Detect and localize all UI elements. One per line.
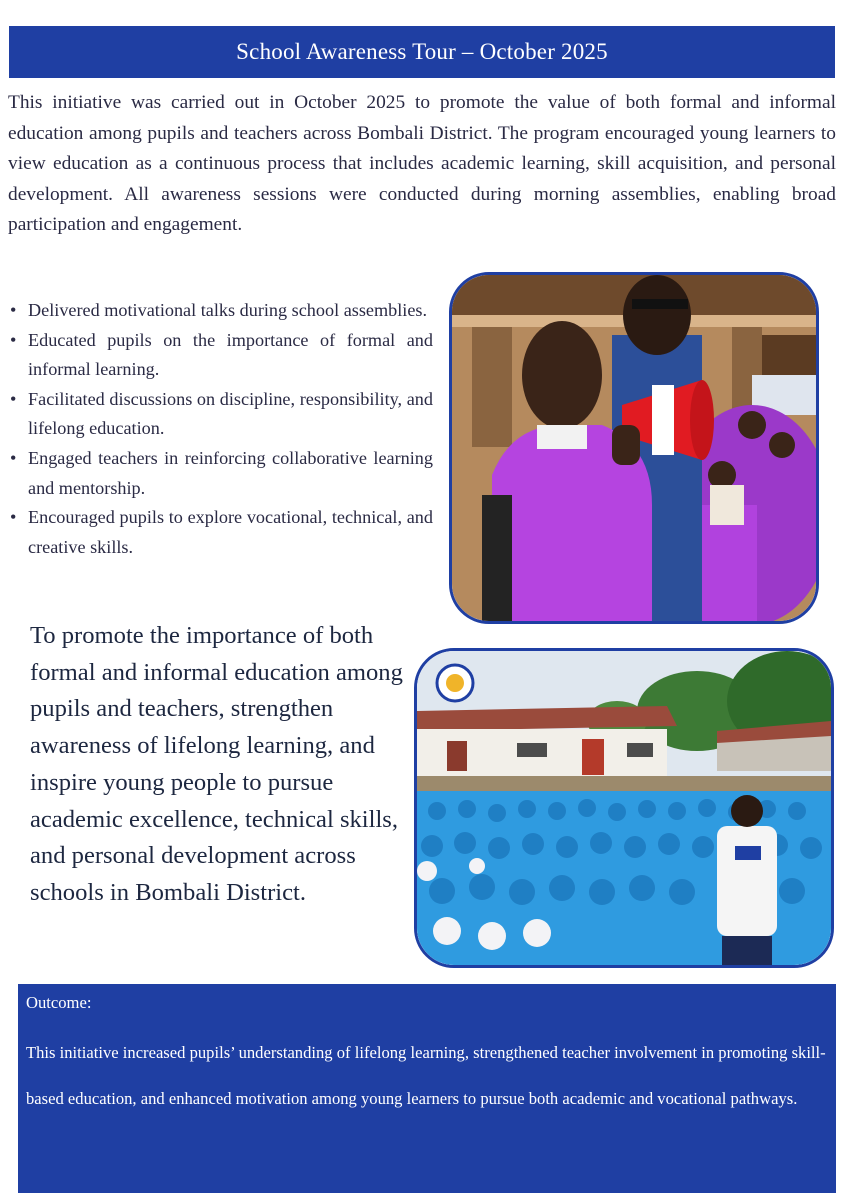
girl-with-megaphone-photo <box>449 272 819 624</box>
assembly-scene-image <box>417 651 831 965</box>
objective-statement: To promote the importance of both formal and informal education among pupils and teachers, strengthen awareness of lifelong learning, and inspire young people to pursue academic excellence, technical skills, and personal development across schools in Bombali District. <box>30 622 403 906</box>
list-item: • Delivered motivational talks during school assemblies. <box>8 296 433 326</box>
list-item: • Encouraged pupils to explore vocational, technical, and creative skills. <box>8 503 433 562</box>
title-banner <box>9 26 835 78</box>
outcome-box <box>18 984 836 1193</box>
list-item: • Facilitated discussions on discipline, responsibility, and lifelong education. <box>8 385 433 444</box>
intro-paragraph: This initiative was carried out in October 2025 to promote the value of both formal and informal education among pupils and teachers across Bombali District. The program encouraged young learners to view education as a continuous process that includes academic learning, skill acquisition, and personal development. All awareness sessions were conducted during morning assemblies, enabling broad participation and engagement. <box>8 92 836 235</box>
list-item: • Engaged teachers in reinforcing collaborative learning and mentorship. <box>8 444 433 503</box>
activities-list <box>8 296 433 562</box>
outcome-heading: Outcome: <box>26 993 92 1012</box>
outcome-text: This initiative increased pupils’ understanding of lifelong learning, strengthened teacher involvement in promoting skill-based education, and enhanced motivation among young learners to pursue both academic and vocational pathways. <box>26 1043 826 1108</box>
list-item: • Educated pupils on the importance of formal and informal learning. <box>8 326 433 385</box>
school-assembly-photo <box>414 648 834 968</box>
megaphone-scene-image <box>452 275 816 621</box>
page-title: School Awareness Tour – October 2025 <box>236 39 608 64</box>
